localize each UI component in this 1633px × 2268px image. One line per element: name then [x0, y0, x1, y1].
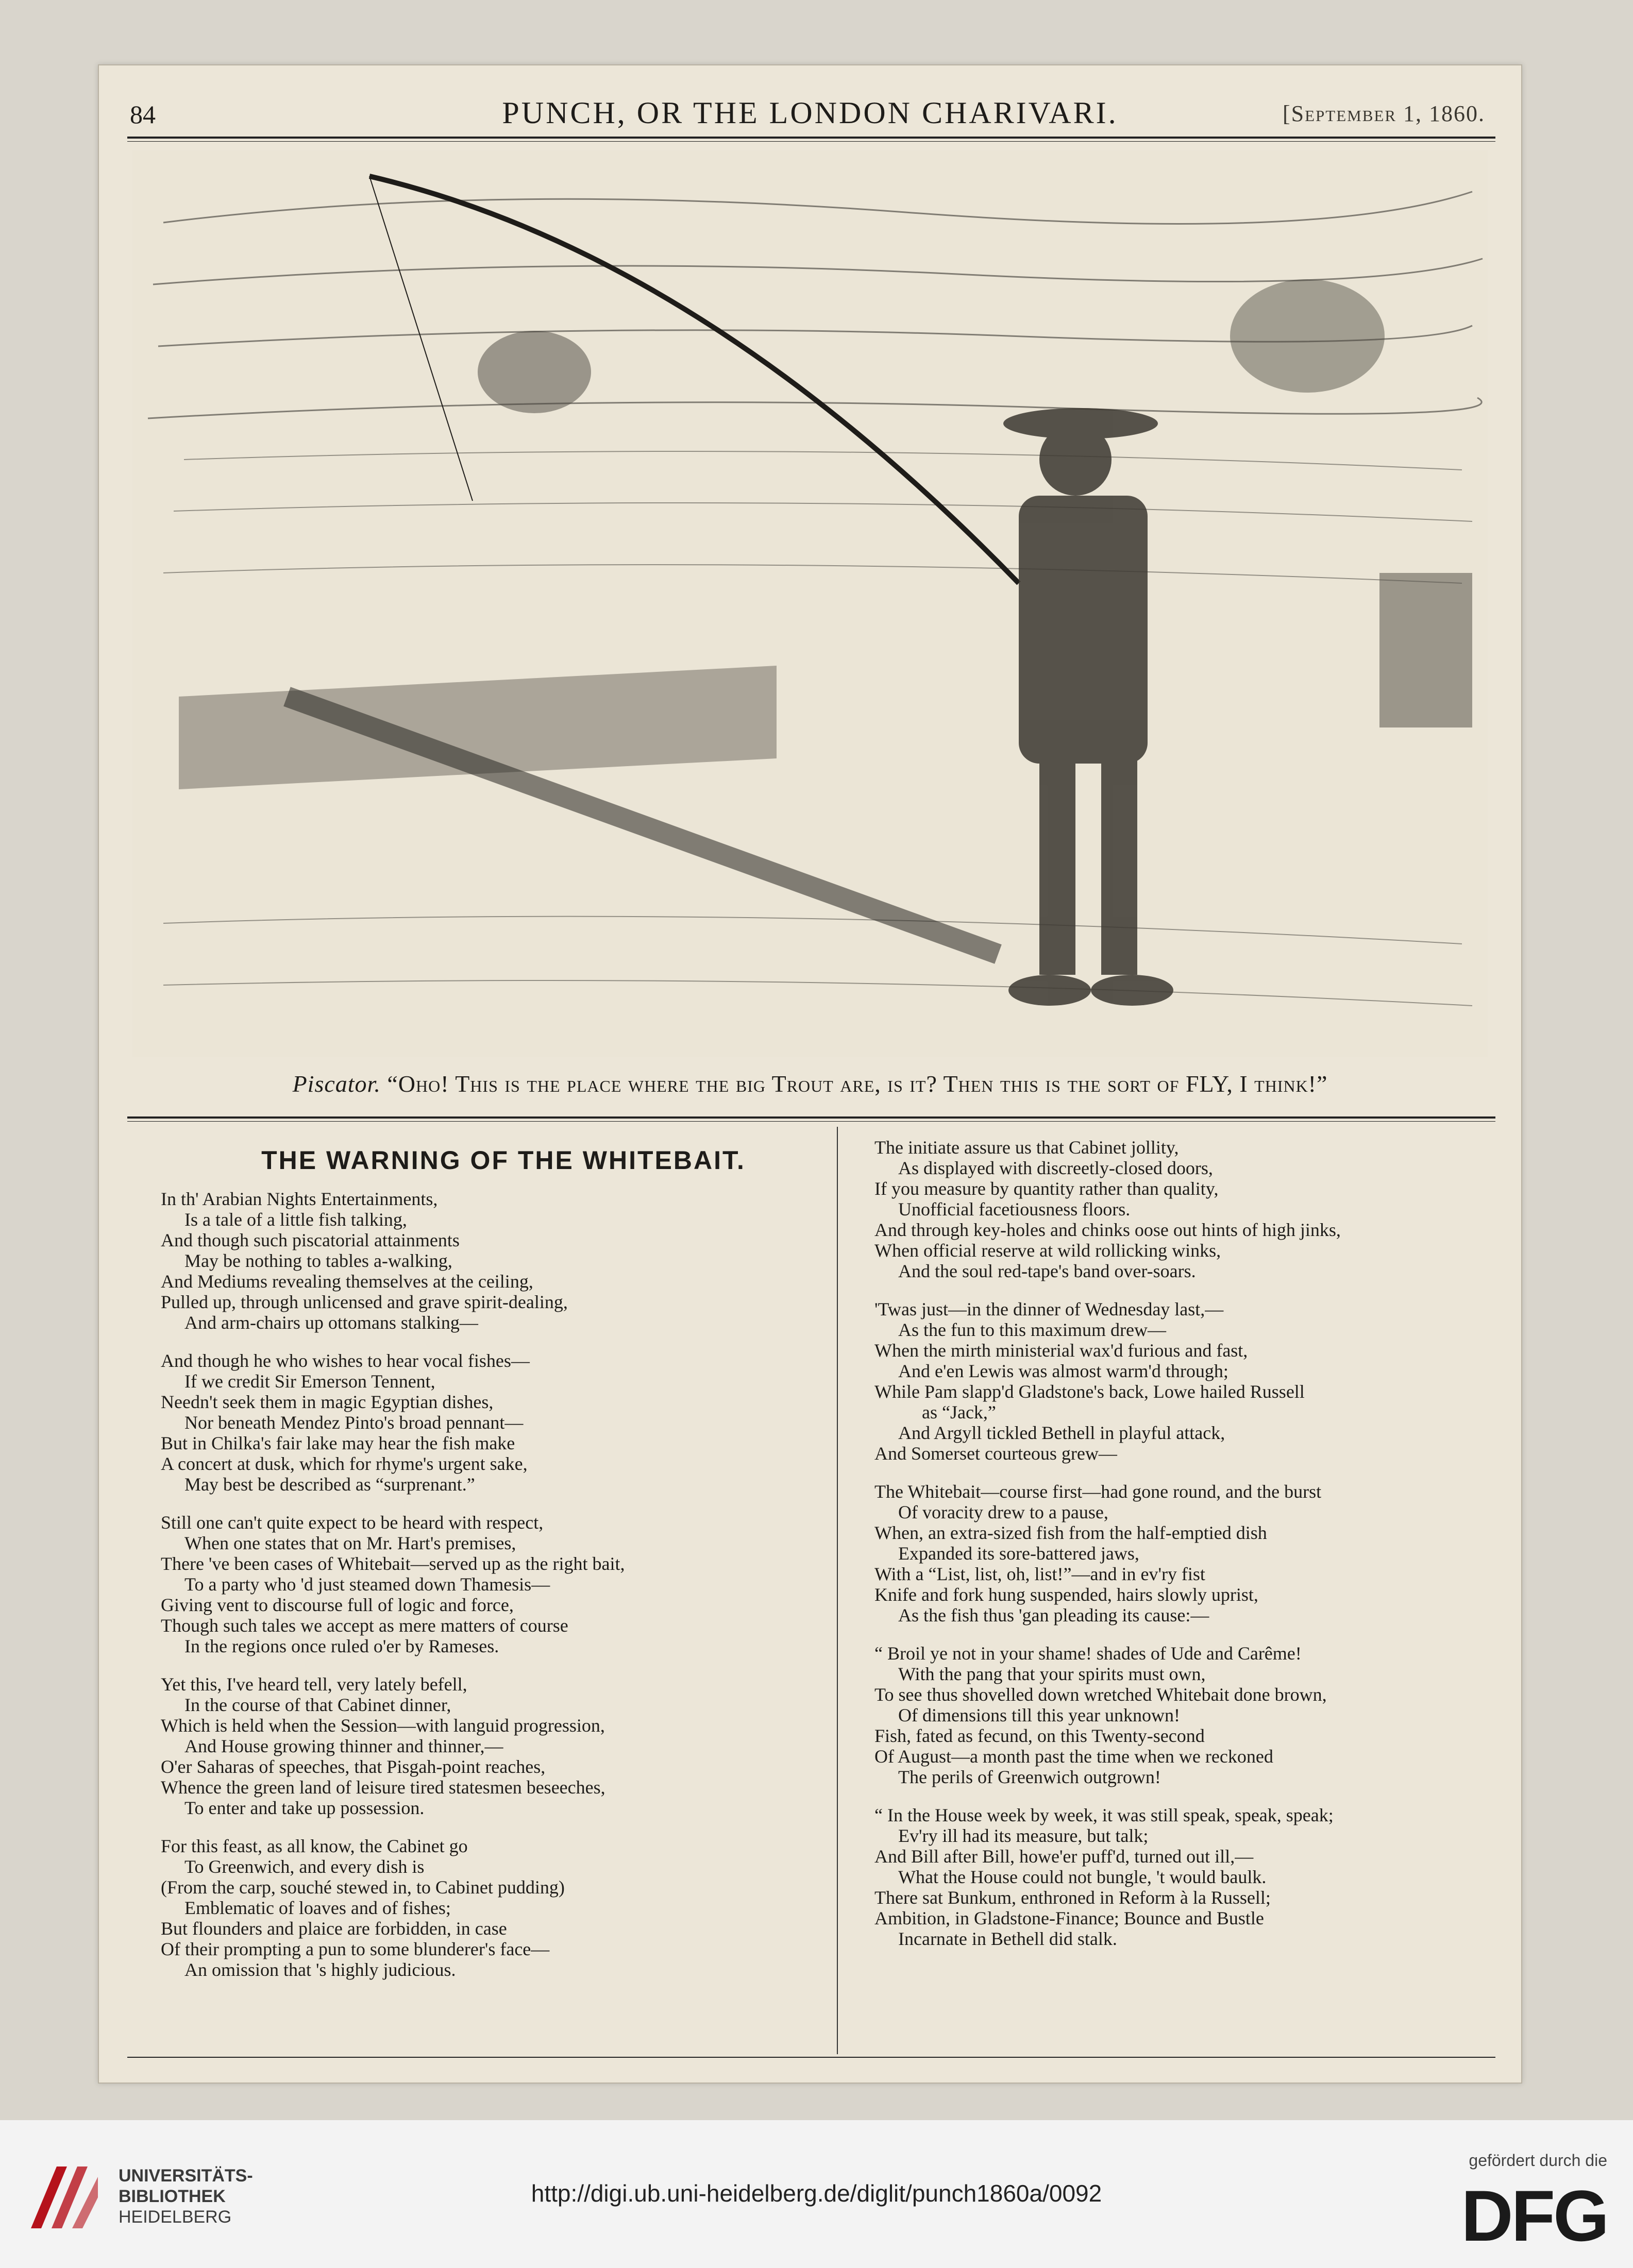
- poem-line: O'er Saharas of speeches, that Pisgah-point reaches,: [161, 1756, 546, 1777]
- poem-line: Knife and fork hung suspended, hairs slowly uprist,: [874, 1584, 1258, 1605]
- poem-line: “ Broil ye not in your shame! shades of Ude and Carême!: [874, 1643, 1302, 1664]
- poem-line: Whence the green land of leisure tired statesmen beseeches,: [161, 1777, 605, 1798]
- poem-line: Emblematic of loaves and of fishes;: [184, 1898, 451, 1918]
- poem-line: But flounders and plaice are forbidden, in case: [161, 1918, 507, 1939]
- poem-line: Which is held when the Session—with languid progression,: [161, 1715, 605, 1736]
- poem-line: In the regions once ruled o'er by Rameses.: [184, 1636, 499, 1656]
- poem-stanza: [874, 1805, 1539, 1949]
- dfg-logo: DFG: [1461, 2175, 1607, 2256]
- poem-line: Giving vent to discourse full of logic and force,: [161, 1595, 514, 1615]
- poem-stanza: [161, 1512, 826, 1656]
- poem-title: THE WARNING OF THE WHITEBAIT.: [261, 1146, 746, 1175]
- poem-line: And though he who wishes to hear vocal fishes—: [161, 1350, 530, 1371]
- poem-line: To Greenwich, and every dish is: [184, 1856, 425, 1877]
- poem-line: While Pam slapp'd Gladstone's back, Lowe hailed Russell: [874, 1381, 1305, 1402]
- poem-line: Nor beneath Mendez Pinto's broad pennant—: [184, 1412, 524, 1433]
- caption-quote: “Oho! This is the place where the big Trout are, is it? Then this is the sort of FLY, I think!”: [387, 1071, 1328, 1097]
- poem-left-column: [161, 1127, 826, 1998]
- poem-line: The initiate assure us that Cabinet jollity,: [874, 1137, 1179, 1158]
- source-url-link[interactable]: http://digi.ub.uni-heidelberg.de/diglit/punch1860a/0092: [531, 2180, 1102, 2207]
- header-rule: [127, 137, 1495, 142]
- poem-line: 'Twas just—in the dinner of Wednesday last,—: [874, 1299, 1224, 1319]
- poem-line: Is a tale of a little fish talking,: [184, 1209, 407, 1230]
- poem-line: Ev'ry ill had its measure, but talk;: [898, 1825, 1149, 1846]
- poem-line: May be nothing to tables a-walking,: [184, 1250, 452, 1271]
- poem-stanza: [874, 1481, 1539, 1626]
- poem-right-column: [874, 1137, 1539, 1967]
- poem-line: May best be described as “surprenant.”: [184, 1474, 475, 1495]
- poem-line: When, an extra-sized fish from the half-emptied dish: [874, 1522, 1267, 1543]
- poem-line: To enter and take up possession.: [184, 1798, 425, 1818]
- page-number: 84: [130, 100, 156, 129]
- page-bottom-rule: [127, 2057, 1495, 2058]
- poem-line: What the House could not bungle, 't would baulk.: [898, 1867, 1267, 1887]
- poem-line: Needn't seek them in magic Egyptian dishes,: [161, 1392, 494, 1412]
- poem-line: Yet this, I've heard tell, very lately befell,: [161, 1674, 467, 1695]
- poem-line: With the pang that your spirits must own,: [898, 1664, 1206, 1684]
- cartoon-caption: [130, 1070, 1490, 1097]
- caption-speaker: Piscator.: [292, 1071, 381, 1097]
- poem-line: If we credit Sir Emerson Tennent,: [184, 1371, 435, 1392]
- poem-line: Incarnate in Bethell did stalk.: [898, 1928, 1117, 1949]
- poem-line: To a party who 'd just steamed down Thamesis—: [184, 1574, 550, 1595]
- poem-line: Pulled up, through unlicensed and grave spirit-dealing,: [161, 1292, 568, 1312]
- poem-line: Still one can't quite expect to be heard with respect,: [161, 1512, 544, 1533]
- poem-line: And Mediums revealing themselves at the ceiling,: [161, 1271, 533, 1292]
- poem-line: For this feast, as all know, the Cabinet go: [161, 1836, 468, 1856]
- poem-line: Expanded its sore-battered jaws,: [898, 1543, 1139, 1564]
- poem-line: To see thus shovelled down wretched Whitebait done brown,: [874, 1684, 1327, 1705]
- scanned-page: [98, 64, 1522, 2084]
- poem-line: The Whitebait—course first—had gone round, and the burst: [874, 1481, 1322, 1502]
- poem-stanza: [874, 1643, 1539, 1787]
- column-divider: [837, 1127, 838, 2054]
- poem-line: Though such tales we accept as mere matters of course: [161, 1615, 568, 1636]
- poem-line: And though such piscatorial attainments: [161, 1230, 460, 1250]
- poem-line: With a “List, list, oh, list!”—and in ev'ry fist: [874, 1564, 1205, 1584]
- poem-line: Ambition, in Gladstone-Finance; Bounce and Bustle: [874, 1908, 1264, 1928]
- poem-line: (From the carp, souché stewed in, to Cabinet pudding): [161, 1877, 565, 1898]
- poem-line: The perils of Greenwich outgrown!: [898, 1767, 1161, 1787]
- masthead: PUNCH, OR THE LONDON CHARIVARI.: [502, 96, 1118, 130]
- poem-line: There sat Bunkum, enthroned in Reform à la Russell;: [874, 1887, 1271, 1908]
- poem-line: If you measure by quantity rather than quality,: [874, 1178, 1219, 1199]
- poem-line: There 've been cases of Whitebait—served up as the right bait,: [161, 1553, 625, 1574]
- poem-line: And Argyll tickled Bethell in playful attack,: [898, 1423, 1225, 1443]
- poem-line: When the mirth ministerial wax'd furious and fast,: [874, 1340, 1248, 1361]
- poem-line: In th' Arabian Nights Entertainments,: [161, 1189, 438, 1209]
- poem-line: Of their prompting a pun to some blunderer's face—: [161, 1939, 550, 1959]
- poem-line: Fish, fated as fecund, on this Twenty-second: [874, 1725, 1205, 1746]
- poem-line: And arm-chairs up ottomans stalking—: [184, 1312, 478, 1333]
- section-rule: [127, 1116, 1495, 1122]
- poem-line: And e'en Lewis was almost warm'd through;: [898, 1361, 1228, 1381]
- poem-stanza: [874, 1137, 1539, 1281]
- page-header: [130, 95, 1490, 131]
- poem-line: A concert at dusk, which for rhyme's urgent sake,: [161, 1453, 528, 1474]
- poem-line: Unofficial facetiousness floors.: [898, 1199, 1131, 1220]
- poem-line: In the course of that Cabinet dinner,: [184, 1695, 451, 1715]
- poem-line: Of dimensions till this year unknown!: [898, 1705, 1180, 1725]
- digitization-footer: [0, 2120, 1633, 2268]
- poem-line: And through key-holes and chinks oose out hints of high jinks,: [874, 1220, 1341, 1240]
- poem-line: As displayed with discreetly-closed doors,: [898, 1158, 1213, 1178]
- poem-line: An omission that 's highly judicious.: [184, 1959, 456, 1980]
- poem-line: Of August—a month past the time when we reckoned: [874, 1746, 1273, 1767]
- poem-line: And the soul red-tape's band over-soars.: [898, 1261, 1196, 1281]
- poem-line: But in Chilka's fair lake may hear the fish make: [161, 1433, 515, 1453]
- poem-stanza: [161, 1836, 826, 1980]
- poem-line: When official reserve at wild rollicking winks,: [874, 1240, 1221, 1261]
- poem-line: And House growing thinner and thinner,—: [184, 1736, 503, 1756]
- issue-date: [September 1, 1860.: [1282, 101, 1485, 126]
- funding-note: gefördert durch die: [1469, 2151, 1607, 2170]
- library-line: UNIVERSITÄTS-: [119, 2166, 253, 2186]
- poem-stanza: [874, 1299, 1539, 1464]
- poem-stanza: [161, 1674, 826, 1818]
- poem-line: as “Jack,”: [922, 1402, 996, 1423]
- library-line: HEIDELBERG: [119, 2207, 232, 2227]
- poem-line: And Bill after Bill, howe'er puff'd, turned out ill,—: [874, 1846, 1254, 1867]
- poem-line: As the fish thus 'gan pleading its cause:—: [898, 1605, 1209, 1626]
- poem-line: And Somerset courteous grew—: [874, 1443, 1117, 1464]
- library-line: BIBLIOTHEK: [119, 2187, 226, 2206]
- poem-stanza: [161, 1350, 826, 1495]
- poem-stanza: [161, 1189, 826, 1333]
- poem-line: When one states that on Mr. Hart's premises,: [184, 1533, 516, 1553]
- poem-line: Of voracity drew to a pause,: [898, 1502, 1108, 1522]
- fisherman-with-rod-icon: [132, 150, 1488, 1057]
- poem-line: “ In the House week by week, it was still speak, speak, speak;: [874, 1805, 1334, 1825]
- poem-line: As the fun to this maximum drew—: [898, 1319, 1166, 1340]
